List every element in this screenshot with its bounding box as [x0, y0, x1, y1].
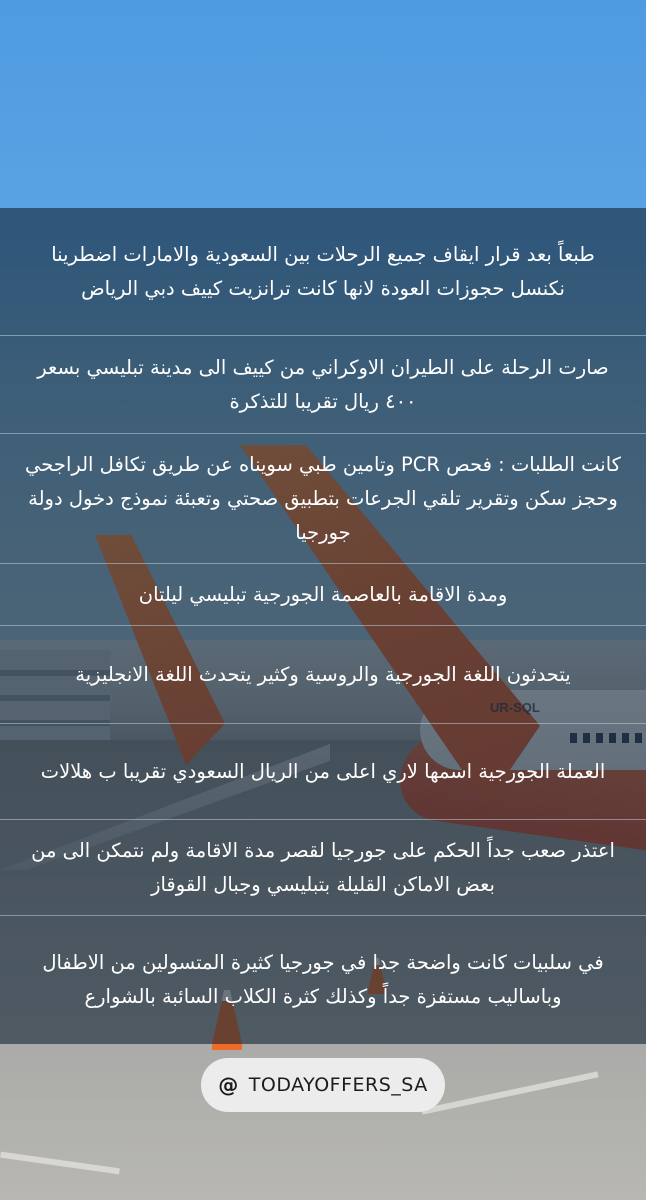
story-text-block: [0, 434, 646, 564]
story-text-block: [0, 208, 646, 336]
story-text: اعتذر صعب جداً الحكم على جورجيا لقصر مدة الاقامة ولم نتمكن الى من بعض الاماكن القليلة بتبليسي وجبال القوقاز: [31, 838, 615, 896]
story-text: يتحدثون اللغة الجورجية والروسية وكثير يتحدث اللغة الانجليزية: [75, 662, 571, 686]
story-text: كانت الطلبات : فحص PCR وتامين طبي سويناه عن طريق تكافل الراجحي وحجز سكن وتقرير تلقي الجرعات بتطبيق صحتي وتعبئة نموذج دخول دولة جورجيا: [25, 452, 621, 544]
story-text-block: [0, 336, 646, 434]
story-text: طبعاً بعد قرار ايقاف جميع الرحلات بين السعودية والامارات اضطرينا نكنسل حجوزات العودة لانها كانت ترانزيت كييف دبي الرياض: [51, 242, 595, 300]
story-text: صارت الرحلة على الطيران الاوكراني من كييف الى مدينة تبليسي بسعر ٤٠٠ ريال تقريبا للتذكرة: [37, 355, 609, 413]
story-text-block: [0, 916, 646, 1044]
aircraft-registration: UR-SQL: [490, 700, 540, 715]
mention-handle: TODAYOFFERS_SA: [248, 1074, 428, 1096]
story-text-block: [0, 724, 646, 820]
story-text: في سلبيات كانت واضحة جدا في جورجيا كثيرة المتسولين من الاطفال وباساليب مستفزة جداً وكذلك كثرة الكلاب السائبة بالشوارع: [42, 951, 604, 1008]
at-sign-icon: @: [218, 1073, 239, 1097]
story-text-block: [0, 564, 646, 626]
story-text-block: [0, 820, 646, 916]
story-text-block: [0, 626, 646, 724]
mention-sticker[interactable]: [201, 1058, 445, 1112]
story-text: ومدة الاقامة بالعاصمة الجورجية تبليسي ليلتان: [138, 582, 508, 606]
story-text: العملة الجورجية اسمها لاري اعلى من الريال السعودي تقريبا ب هلالات: [40, 759, 606, 783]
